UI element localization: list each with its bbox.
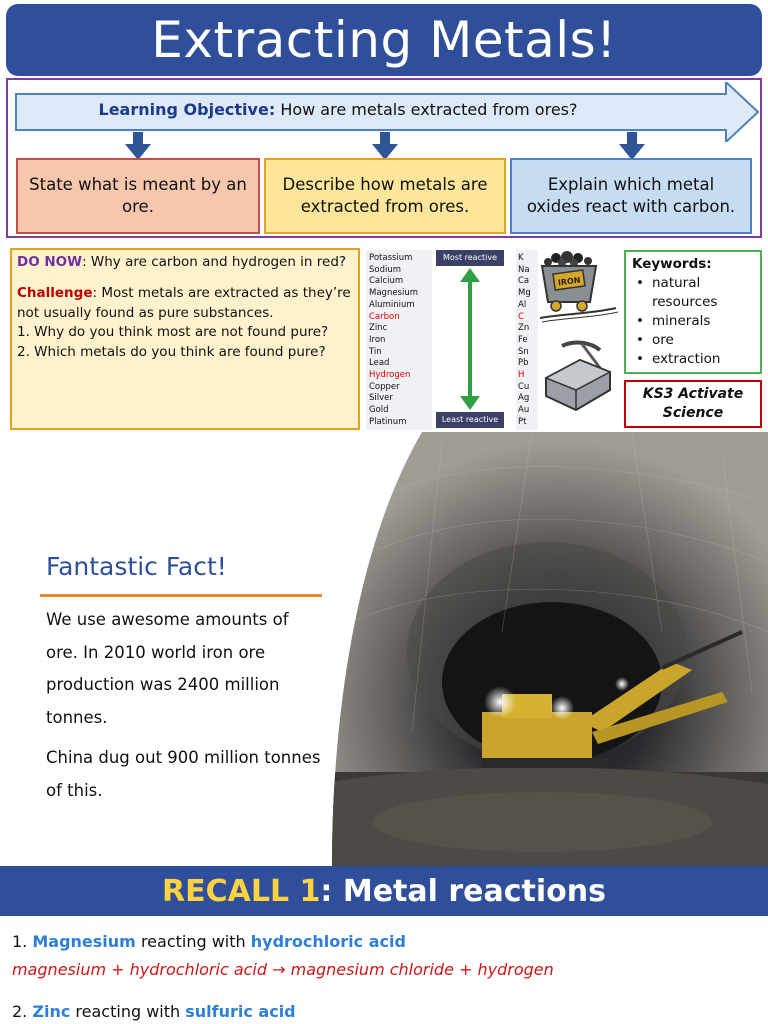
learning-objective-question: How are metals extracted from ores? bbox=[280, 100, 578, 119]
word-equation-1: magnesium + hydrochloric acid → magnesium chloride + hydrogen bbox=[12, 960, 554, 979]
do-now-line: DO NOW: Why are carbon and hydrogen in red? bbox=[17, 254, 347, 270]
metal-name: Silver bbox=[369, 393, 393, 404]
mine-tunnel-photo bbox=[332, 432, 768, 866]
challenge-question-1: 1. Why do you think most are not found pure? bbox=[17, 324, 329, 341]
metal-name: Gold bbox=[369, 405, 389, 416]
metal-name: Hydrogen bbox=[369, 370, 411, 381]
ingot-icon bbox=[546, 360, 610, 410]
element-symbol: Al bbox=[518, 299, 527, 310]
challenge-question-2: 2. Which metals do you think are found pure? bbox=[17, 343, 326, 360]
recall-banner bbox=[0, 866, 768, 916]
question-joiner: reacting with bbox=[75, 1002, 181, 1021]
element-symbol: Zn bbox=[518, 323, 530, 334]
recall-question-1 bbox=[12, 932, 406, 951]
element-symbol: Fe bbox=[518, 334, 528, 345]
element-symbol: Pb bbox=[518, 358, 529, 369]
keywords-list bbox=[632, 274, 754, 369]
challenge-label: Challenge bbox=[17, 285, 93, 302]
metal-names-column bbox=[366, 250, 432, 430]
fact-heading: Fantastic Fact! bbox=[46, 552, 227, 581]
element-symbols-column bbox=[516, 250, 538, 430]
keywords-box bbox=[624, 250, 762, 374]
metal-name: Zinc bbox=[369, 323, 388, 334]
element-symbol: Au bbox=[518, 405, 530, 416]
fact-body bbox=[46, 604, 324, 807]
challenge-line: Challenge: Most metals are extracted as they’re not usually found as pure substances. bbox=[17, 285, 351, 321]
source-label: KS3 Activate Science bbox=[624, 380, 762, 428]
question-metal: Magnesium bbox=[32, 932, 136, 951]
keywords-title: Keywords: bbox=[632, 256, 712, 272]
metal-name: Magnesium bbox=[369, 288, 419, 299]
element-symbol: K bbox=[518, 253, 524, 263]
do-now-question: Why are carbon and hydrogen in red? bbox=[90, 254, 347, 270]
recall-title: Metal reactions bbox=[342, 873, 606, 909]
down-arrow-icon bbox=[619, 132, 645, 160]
mining-illustration bbox=[540, 248, 620, 434]
metal-name: Aluminium bbox=[369, 299, 415, 310]
metal-name: Sodium bbox=[369, 264, 402, 275]
down-arrow-icon bbox=[125, 132, 151, 160]
reactivity-arrow-icon bbox=[458, 268, 482, 410]
metal-name: Potassium bbox=[369, 253, 413, 263]
learning-objective bbox=[8, 100, 668, 119]
do-now-label: DO NOW bbox=[17, 254, 83, 270]
page-title: Extracting Metals! bbox=[151, 11, 617, 69]
metal-name: Tin bbox=[369, 346, 382, 357]
element-symbol: Ag bbox=[518, 393, 530, 404]
metal-name: Calcium bbox=[369, 276, 404, 287]
most-reactive-label: Most reactive bbox=[436, 250, 504, 266]
metal-name: Carbon bbox=[369, 311, 400, 322]
fact-underline bbox=[40, 594, 322, 597]
keyword-item: • minerals bbox=[632, 312, 754, 331]
metal-name: Lead bbox=[369, 358, 390, 369]
objective-describe: Describe how metals are extracted from ores. bbox=[264, 158, 506, 234]
metal-name: Platinum bbox=[369, 416, 407, 427]
objective-explain: Explain which metal oxides react with carbon. bbox=[510, 158, 752, 234]
objective-state: State what is meant by an ore. bbox=[16, 158, 260, 234]
title-bar bbox=[6, 4, 762, 76]
recall-colon: : bbox=[320, 873, 333, 909]
element-symbol: Ca bbox=[518, 276, 530, 287]
keyword-item: • ore bbox=[632, 331, 754, 350]
question-number: 2. bbox=[12, 1002, 28, 1021]
element-symbol: C bbox=[518, 311, 524, 322]
keyword-item: • natural resources bbox=[632, 274, 754, 312]
element-symbol: Pt bbox=[518, 416, 527, 427]
fact-paragraph-2: China dug out 900 million tonnes of this. bbox=[46, 748, 321, 800]
question-number: 1. bbox=[12, 932, 28, 951]
element-symbol: H bbox=[518, 370, 525, 381]
iron-cart-label: IRON bbox=[557, 275, 582, 288]
element-symbol: Na bbox=[518, 264, 530, 275]
metal-name: Iron bbox=[369, 334, 386, 345]
mine-cart-icon bbox=[540, 251, 618, 322]
element-symbol: Sn bbox=[518, 346, 529, 357]
recall-number: RECALL 1 bbox=[162, 873, 321, 909]
fact-paragraph-1: We use awesome amounts of ore. In 2010 world iron ore production was 2400 million tonnes. bbox=[46, 610, 289, 727]
question-metal: Zinc bbox=[32, 1002, 71, 1021]
recall-question-2 bbox=[12, 1002, 296, 1021]
challenge-text: Most metals are extracted as they’re not usually found as pure substances. bbox=[17, 285, 351, 321]
learning-objectives-panel bbox=[6, 78, 762, 238]
learning-objective-label: Learning Objective bbox=[98, 100, 269, 119]
question-reagent: sulfuric acid bbox=[185, 1002, 296, 1021]
keyword-item: • extraction bbox=[632, 350, 754, 369]
learning-objective-colon: : bbox=[268, 100, 276, 119]
do-now-box bbox=[10, 248, 360, 430]
question-reagent: hydrochloric acid bbox=[250, 932, 406, 951]
metal-name: Copper bbox=[369, 381, 400, 392]
element-symbol: Mg bbox=[518, 288, 531, 299]
least-reactive-label: Least reactive bbox=[436, 412, 504, 428]
down-arrow-icon bbox=[372, 132, 398, 160]
element-symbol: Cu bbox=[518, 381, 530, 392]
reactivity-series bbox=[366, 248, 538, 430]
question-joiner: reacting with bbox=[140, 932, 246, 951]
